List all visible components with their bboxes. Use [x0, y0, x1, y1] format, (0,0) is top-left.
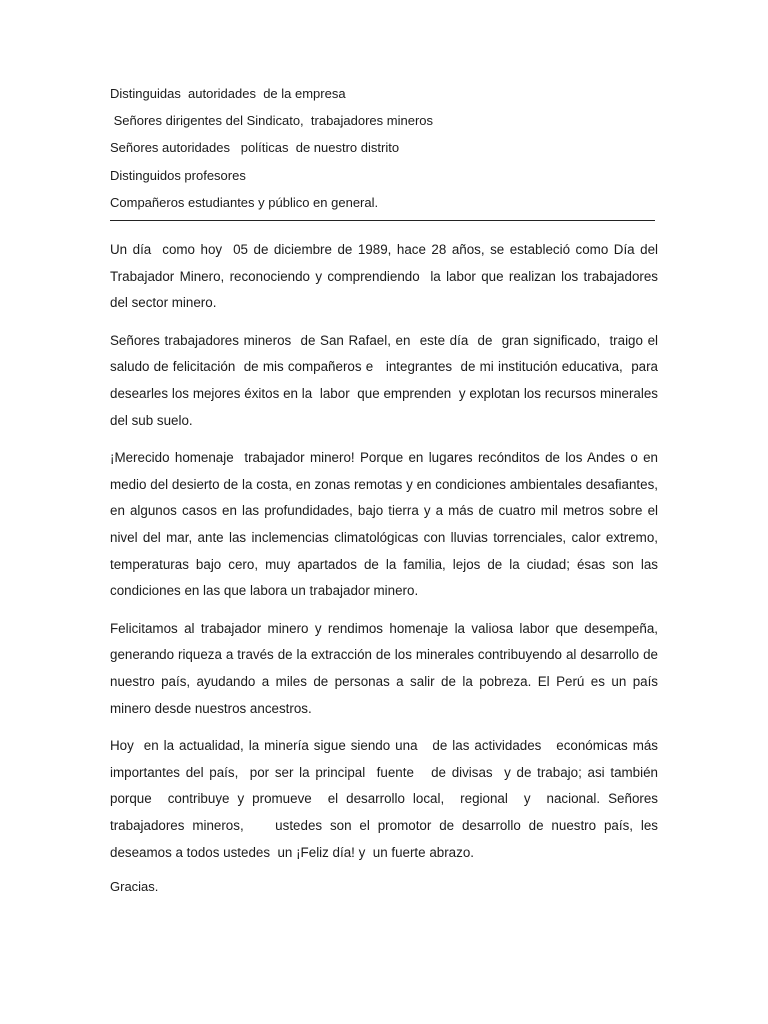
salutation-line: Señores dirigentes del Sindicato, trabajadores mineros	[110, 113, 434, 129]
salutation-line: Distinguidos profesores	[110, 167, 246, 183]
paragraph: Señores trabajadores mineros de San Rafael, en este día de gran significado, traigo el saludo de felicitación de mis compañeros e integrantes de mi institución educativa, para desearles los mejores éxitos en la labor que emprenden y explotan los recursos minerales del sub suelo.	[110, 332, 662, 428]
salutation-line: Señores autoridades políticas de nuestro distrito	[110, 140, 400, 156]
paragraph: ¡Merecido homenaje trabajador minero! Porque en lugares recónditos de los Andes o en medio del desierto de la costa, en zonas remotas y en condiciones ambientales desafiantes, en algunos casos en las profundidades, bajo tierra y a más de cuatro mil metros sobre el nivel del mar, ante las inclemencias climatológicas con lluvias torrenciales, calor extremo, temperaturas bajo cero, muy apartados de la familia, lejos de la ciudad; ésas son las condiciones en las que labora un trabajador minero.	[110, 449, 662, 599]
paragraph: Felicitamos al trabajador minero y rendimos homenaje la valiosa labor que desempeña, generando riqueza a través de la extracción de los minerales contribuyendo al desarrollo de nuestro país, ayudando a miles de personas a salir de la pobreza. El Perú es un país minero desde nuestros ancestros.	[110, 620, 670, 716]
body-text	[110, 237, 670, 866]
salutation-line: Compañeros estudiantes y público en general.	[110, 194, 379, 210]
paragraph: Hoy en la actualidad, la minería sigue siendo una de las actividades económicas más importantes del país, por ser la principal fuente de divisas y de trabajo; asi también porque contribuye y promueve el desarrollo local, regional y nacional. Señores trabajadores mineros, ustedes son el promotor de desarrollo de nuestro país, les deseamos a todos ustedes un ¡Feliz día! y un fuerte abrazo.	[110, 737, 662, 860]
closing-text: Gracias.	[110, 878, 159, 894]
paragraph: Un día como hoy 05 de diciembre de 1989, hace 28 años, se estableció como Día del Trabajador Minero, reconociendo y comprendiendo la labor que realizan los trabajadores del sector minero.	[110, 241, 662, 311]
document-page	[110, 84, 670, 897]
separator-line	[110, 220, 655, 221]
salutation-block	[110, 84, 658, 212]
salutation-line: Distinguidas autoridades de la empresa	[110, 86, 346, 101]
